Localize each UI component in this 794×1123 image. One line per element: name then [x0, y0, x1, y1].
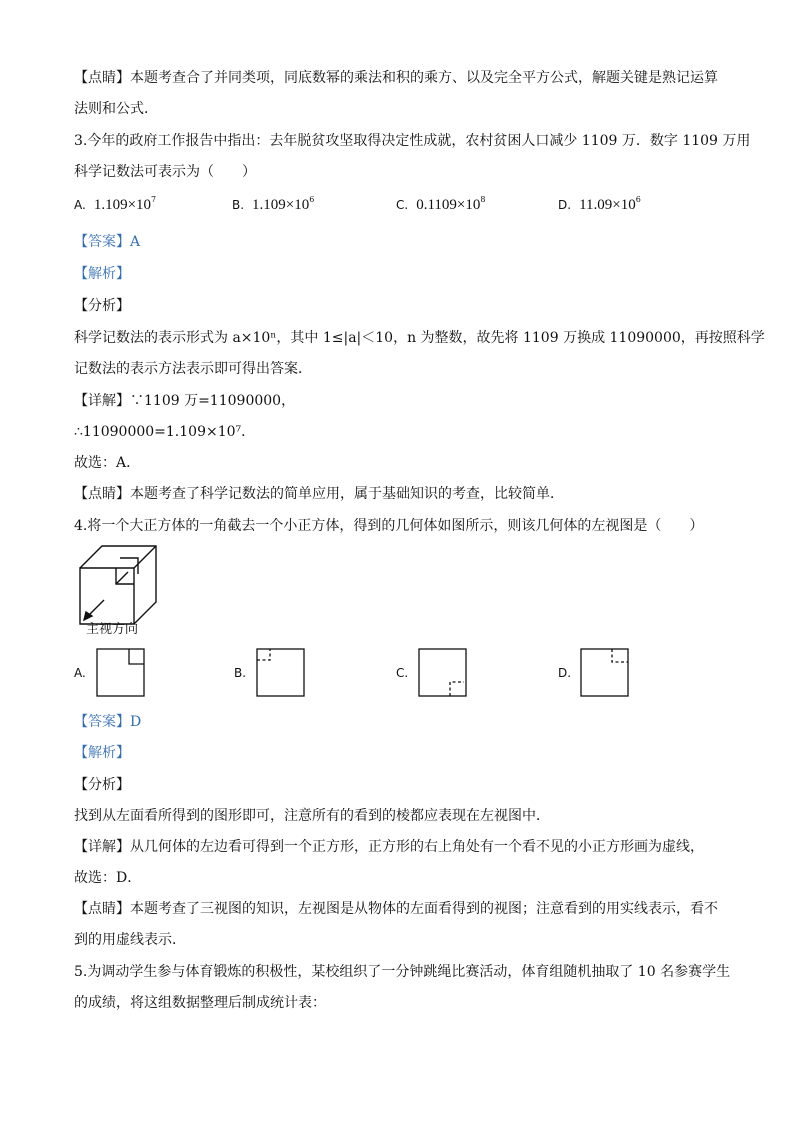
fenxi-3-line-2: 记数法的表示方法表示即可得出答案． — [74, 361, 312, 377]
view-dashed-top-left-icon — [256, 648, 306, 698]
fenxi-3-heading: 【分析】 — [74, 298, 130, 314]
q3-option-d — [558, 195, 641, 214]
option-value: 0.1109×10 — [416, 197, 481, 213]
option-exponent: 6 — [309, 195, 315, 204]
detail-4: 【详解】从几何体的左边看可得到一个正方形，正方形的右上角处有一个看不见的小正方形画为虚线， — [74, 839, 704, 855]
option-label: C. — [396, 198, 409, 212]
option-value: 1.109×10 — [252, 197, 310, 213]
fenxi-4-heading: 【分析】 — [74, 777, 130, 793]
option-label: B. — [234, 666, 247, 680]
option-value: 1.109×10 — [93, 197, 152, 213]
q3-option-a — [74, 195, 156, 214]
q3-option-b — [232, 195, 314, 214]
question-4-stem: 4.将一个大正方体的一角截去一个小正方体，得到的几何体如图所示，则该几何体的左视图是（ ） — [74, 518, 704, 534]
question-3-stem-line-2: 科学记数法可表示为（ ） — [74, 164, 256, 180]
option-label: A. — [74, 198, 86, 212]
point-note-3: 【点睛】本题考查了科学记数法的简单应用，属于基础知识的考查，比较简单． — [74, 486, 564, 502]
choice-4: 故选：D． — [74, 870, 142, 886]
option-label: A. — [74, 666, 86, 680]
point-note-4-line-2: 到的用虚线表示． — [74, 932, 186, 948]
option-value: 11.09×10 — [579, 197, 636, 213]
answer-3-heading: 【答案】A — [74, 234, 141, 250]
analysis-4-heading: 【解析】 — [74, 745, 130, 761]
option-exponent: 7 — [151, 195, 157, 204]
question-3-options — [74, 195, 734, 221]
question-5-stem-line-2: 的成绩，将这组数据整理后制成统计表： — [74, 995, 326, 1011]
view-dashed-bottom-right-icon — [418, 648, 468, 698]
question-5-stem-line-1: 5.为调动学生参与体育锻炼的积极性，某校组织了一分钟跳绳比赛活动，体育组随机抽取了 10 名参赛学生 — [74, 964, 731, 980]
question-3-stem-line-1: 3.今年的政府工作报告中指出：去年脱贫攻坚取得决定性成就，农村贫困人口减少 1109 万．数字 1109 万用 — [74, 133, 751, 149]
detail-3-line-1: 【详解】∵1109 万=11090000， — [74, 393, 296, 409]
option-label: D. — [558, 666, 572, 680]
point-note-2-line-2: 法则和公式． — [74, 101, 158, 117]
q3-option-c — [396, 195, 485, 214]
figure-caption: 主视方向 — [86, 622, 139, 637]
option-label: B. — [232, 198, 245, 212]
option-exponent: 6 — [635, 195, 641, 204]
choice-3: 故选：A． — [74, 455, 141, 471]
point-note-4-line-1: 【点睛】本题考查了三视图的知识，左视图是从物体的左面看得到的视图；注意看到的用实线表示，看不 — [74, 901, 718, 917]
analysis-3-heading: 【解析】 — [74, 266, 130, 282]
option-label: D. — [558, 198, 572, 212]
answer-4-heading: 【答案】D — [74, 714, 142, 730]
point-note-2-line-1: 【点睛】本题考查合了并同类项，同底数幂的乘法和积的乘方、以及完全平方公式，解题关键是熟记运算 — [74, 70, 718, 86]
option-exponent: 8 — [480, 195, 486, 204]
option-label: C. — [396, 666, 409, 680]
view-dashed-top-right-icon — [580, 648, 630, 698]
view-solid-corner-icon — [96, 648, 146, 698]
fenxi-4-line-1: 找到从左面看所得到的图形即可，注意所有的看到的棱都应表现在左视图中． — [74, 808, 550, 824]
detail-3-line-2: ∴11090000=1.109×10⁷． — [74, 424, 256, 440]
question-4-options — [74, 648, 734, 700]
fenxi-3-line-1: 科学记数法的表示形式为 a×10ⁿ，其中 1≤|a|＜10，n 为整数，故先将 1109 万换成 11090000，再按照科学 — [74, 330, 765, 346]
